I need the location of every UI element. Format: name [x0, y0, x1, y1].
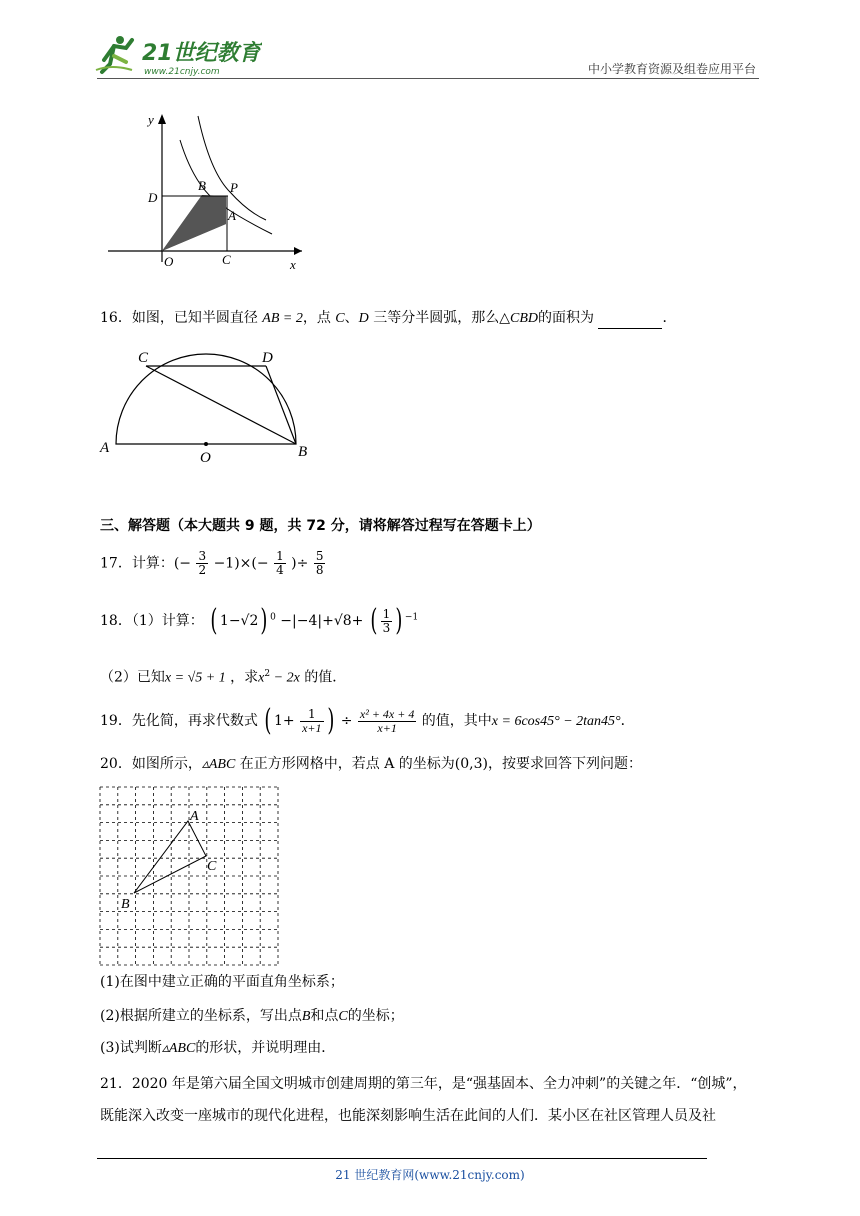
fig15-label-B: B	[198, 178, 206, 193]
footer-divider	[97, 1158, 707, 1159]
fig15-label-x: x	[290, 257, 296, 272]
q16-figure	[98, 346, 320, 470]
fig15-label-y: y	[148, 112, 154, 127]
q16-text: 16．如图，已知半圆直径 AB = 2，点 C、D 三等分半圆弧，那么△CBD的面积为 ．	[100, 308, 676, 329]
fig15-label-D: D	[148, 190, 158, 205]
fig16-label-D: D	[262, 350, 273, 366]
fig16-label-B: B	[298, 444, 308, 460]
fig20-label-B: B	[121, 897, 130, 912]
header-platform-text: 中小学教育资源及组卷应用平台	[587, 62, 756, 76]
q20-sub2: (2)根据所建立的坐标系，写出点B和点C的坐标；	[100, 1008, 404, 1024]
fig20-label-A: A	[190, 809, 199, 824]
site-logo	[92, 30, 262, 80]
q18-part2: （2）已知x = √5 + 1 ，求$x^2 - 2x$ 的值．	[100, 669, 347, 686]
q18-part1: 18．（1）计算： ( 1−√2) $^0$ −|−4|+√8+ ( $\frac{1}{3}$ ) $^{-1}$	[100, 603, 419, 638]
fig20-label-C: C	[207, 859, 217, 874]
q20-sub1: (1)在图中建立正确的平面直角坐标系；	[100, 974, 344, 990]
fig15-label-O: O	[164, 254, 174, 269]
runner-logo-icon	[96, 36, 132, 72]
section-title: 三、解答题（本大题共 9 题，共 72 分，请将解答过程写在答题卡上）	[100, 518, 541, 534]
fig16-label-A: A	[100, 440, 110, 456]
answer-blank	[598, 314, 662, 329]
q21-line1: 21．2020 年是第六届全国文明城市创建周期的第三年，是“强基固本、全力冲刺”的关键之年．“创城”，	[100, 1076, 747, 1092]
fig15-label-P: P	[230, 180, 238, 195]
fig16-label-C: C	[138, 350, 149, 366]
q20-grid-figure	[99, 786, 279, 970]
q15-figure	[104, 112, 304, 276]
fig15-label-A: A	[228, 208, 236, 223]
fig16-label-O: O	[200, 450, 211, 466]
header-divider	[97, 78, 759, 79]
q19-text: 19．先化简，再求代数式 ( 1+ $\frac{1}{x+1}$ ) ÷ $\frac{\text{x² + 4x + 4}}{x+1}$ 的值，其中x = 6cos45° − 2tan45°．	[100, 703, 635, 738]
logo-url: www.21cnjy.com	[144, 67, 220, 77]
q20-text: 20．如图所示，▵ABC 在正方形网格中，若点 A 的坐标为(0,3)，按要求回答下列问题：	[100, 756, 642, 772]
fig15-label-C: C	[222, 252, 231, 267]
q17-text: 17．计算：(− $\frac{3}{2}$ −1)×(− $\frac{1}{4}$ )÷ $\frac{5}{8}$	[100, 549, 324, 577]
footer-text: 21 世纪教育网(www.21cnjy.com)	[335, 1168, 525, 1182]
q20-sub3: (3)试判断▵ABC的形状，并说明理由．	[100, 1040, 336, 1056]
q21-line2: 既能深入改变一座城市的现代化进程，也能深刻影响生活在此间的人们．某小区在社区管理人员及社	[100, 1108, 716, 1124]
logo-text: 21世纪教育	[142, 41, 261, 66]
